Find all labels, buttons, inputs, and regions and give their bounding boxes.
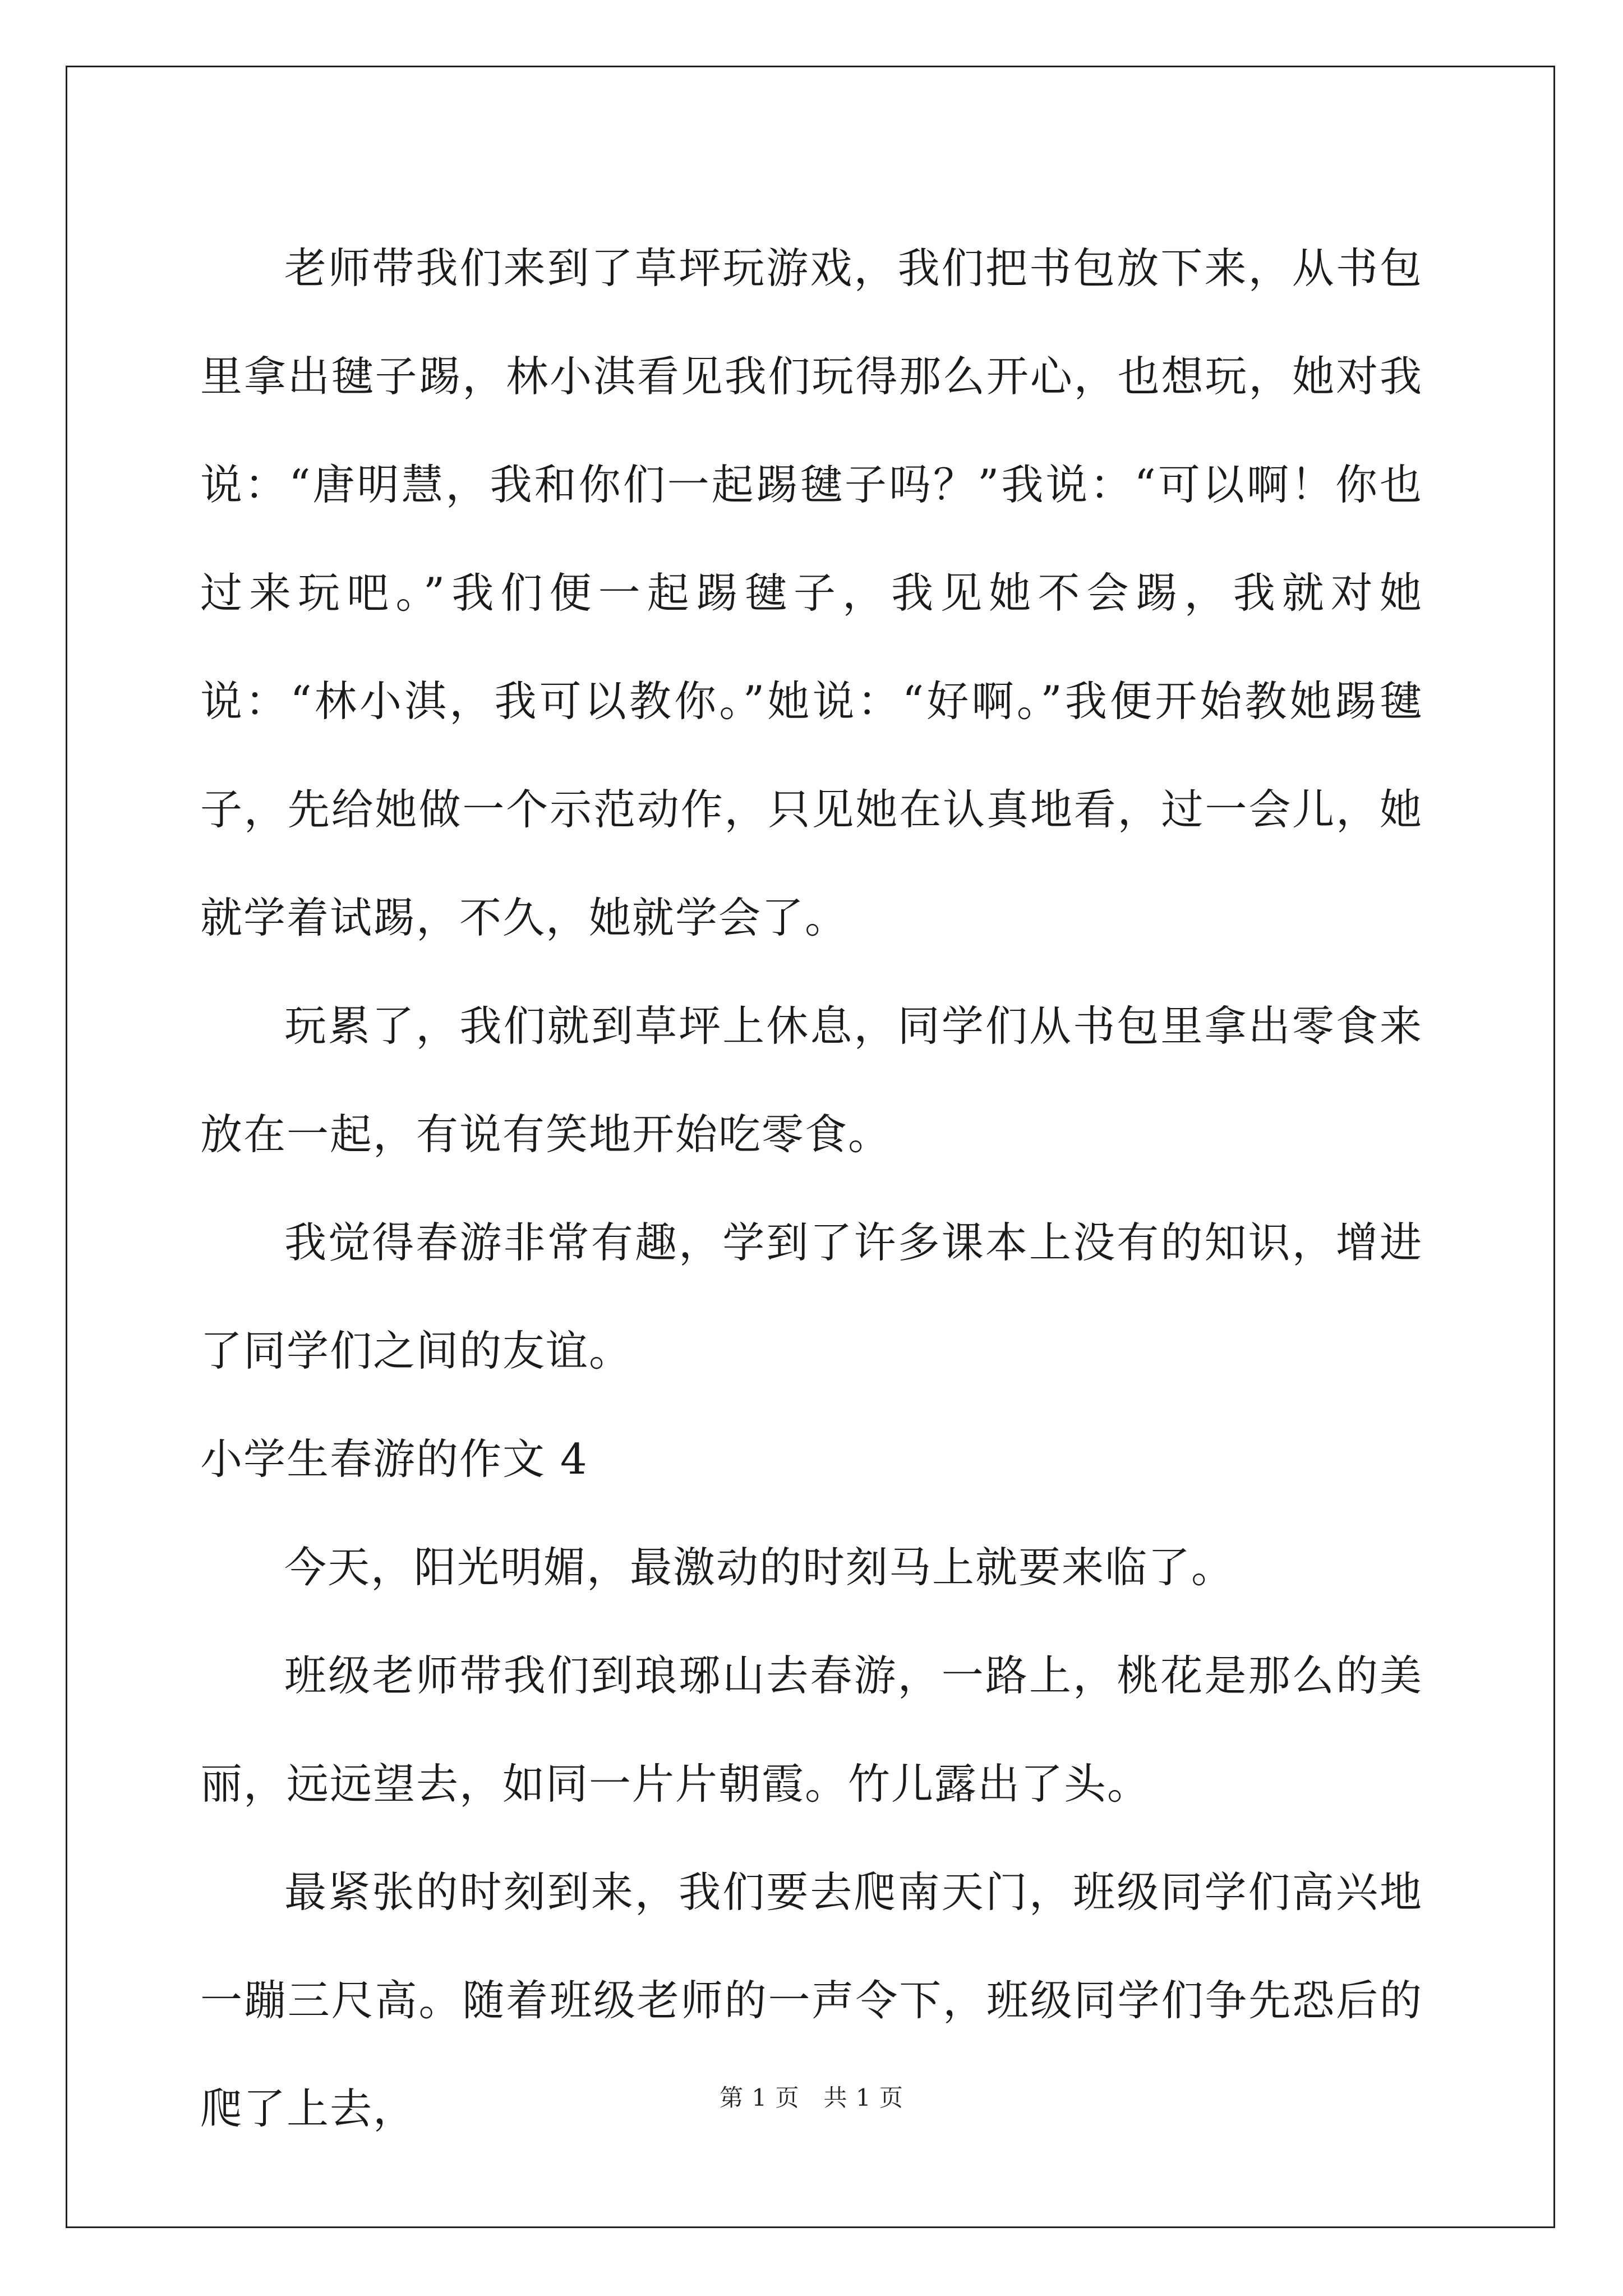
- paragraph: 老师带我们来到了草坪玩游戏，我们把书包放下来，从书包里拿出毽子踢，林小淇看见我们玩得那么开心，也想玩，她对我说：“唐明慧，我和你们一起踢毽子吗？”我说：“可以啊！你也过来玩吧。”我们便一起踢毽子，我见她不会踢，我就对她说：“林小淇，我可以教你。”她说：“好啊。”我便开始教她踢毽子，先给她做一个示范动作，只见她在认真地看，过一会儿，她就学着试踢，不久，她就学会了。: [200, 243, 1423, 942]
- paragraph: 今天，阳光明媚，最激动的时刻马上就要来临了。: [284, 1543, 1235, 1592]
- paragraph: 玩累了，我们就到草坪上休息，同学们从书包里拿出零食来放在一起，有说有笑地开始吃零食。: [200, 1001, 1423, 1159]
- document-body: [200, 214, 1423, 2163]
- paragraph: 我觉得春游非常有趣，学到了许多课本上没有的知识，增进了同学们之间的友谊。: [200, 1218, 1423, 1375]
- section-heading: 小学生春游的作文 4: [200, 1434, 588, 1484]
- page-number-footer: 第 1 页 共 1 页: [720, 2084, 903, 2111]
- paragraph: 最紧张的时刻到来，我们要去爬南天门，班级同学们高兴地一蹦三尺高。随着班级老师的一声令下，班级同学们争先恐后的爬了上去，: [200, 1867, 1423, 2133]
- paragraph: 班级老师带我们到琅琊山去春游，一路上，桃花是那么的美丽，远远望去，如同一片片朝霞。竹儿露出了头。: [200, 1651, 1423, 1809]
